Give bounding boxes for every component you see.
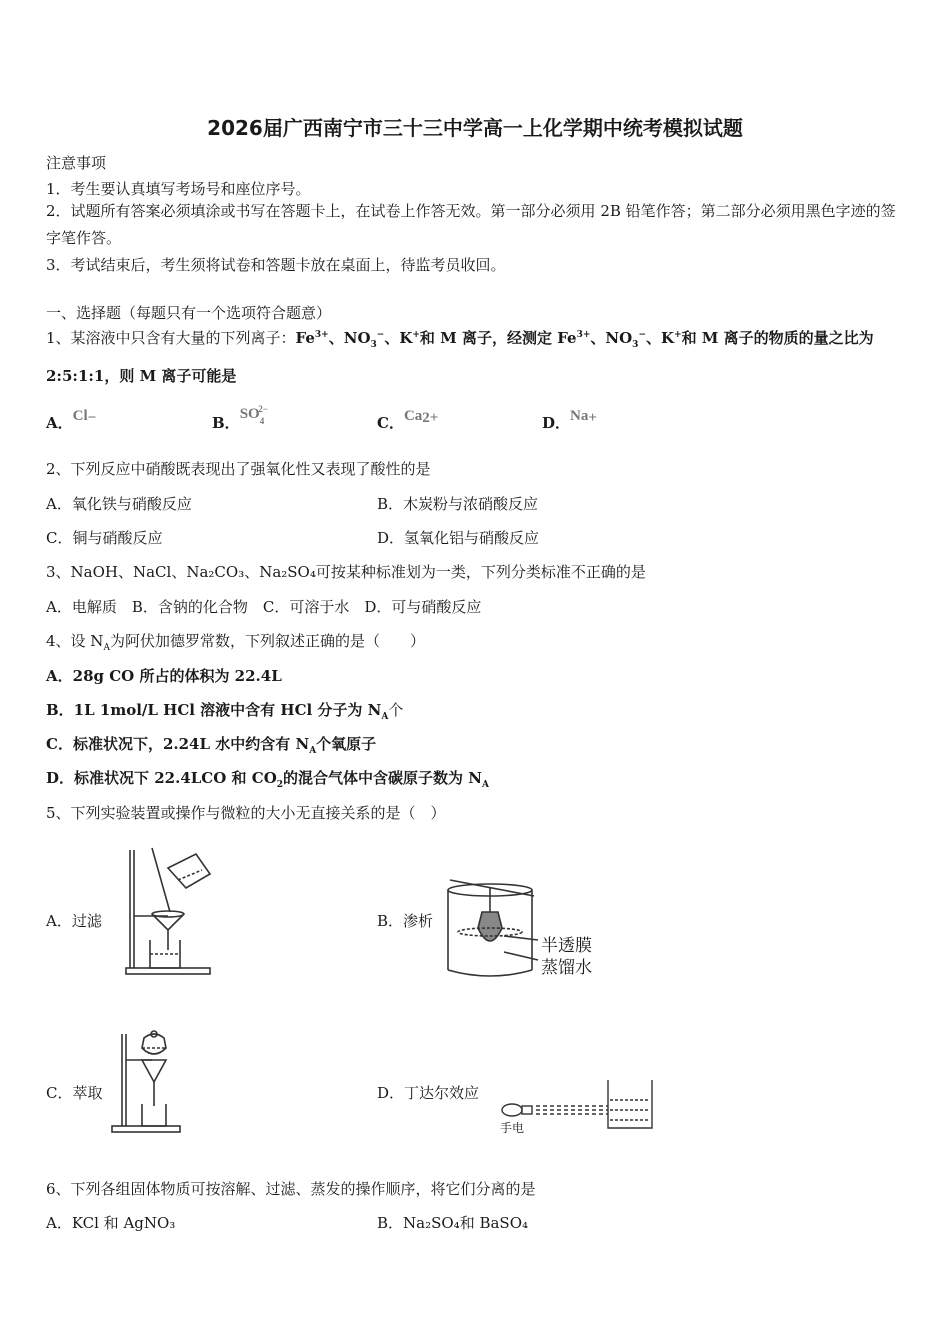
q5-option-a[interactable]: A．过滤 xyxy=(46,912,102,930)
q2-option-d[interactable]: D．氢氧化铝与硝酸反应 xyxy=(377,529,540,547)
q4-option-d[interactable]: D．标准状况下 22.4LCO 和 $CO_2$的混合气体中含碳原子数为 $N_A$ xyxy=(46,769,489,790)
page-title: 2026届广西南宁市三十三中学高一上化学期中统考模拟试题 xyxy=(207,116,743,140)
q5-option-d[interactable]: D．丁达尔效应 xyxy=(377,1084,480,1102)
question-4-stem: 4、设 $N_A$为阿伏加德罗常数，下列叙述正确的是（ ） xyxy=(46,632,425,653)
q6-option-b[interactable]: B．Na₂SO₄和 BaSO₄ xyxy=(377,1214,529,1232)
dialysis-apparatus-icon xyxy=(442,878,542,980)
q5-option-c[interactable]: C．萃取 xyxy=(46,1084,103,1102)
q2-option-c[interactable]: C．铜与硝酸反应 xyxy=(46,529,163,547)
q1-option-b[interactable]: B．$SO^{42-}$ xyxy=(212,404,268,432)
q4-option-b[interactable]: B．1L 1mol/L HCl 溶液中含有 HCl 分子为 $N_A$个 xyxy=(46,701,404,722)
question-6-stem: 6、下列各组固体物质可按溶解、过滤、蒸发的操作顺序，将它们分离的是 xyxy=(46,1180,536,1198)
notice-item-2: 2．试题所有答案必须填涂或书写在答题卡上，在试卷上作答无效。第一部分必须用 2B 铅笔作答；第二部分必须用黑色字迹的签字笔作答。 xyxy=(46,202,896,247)
q3-options[interactable]: A．电解质 B．含钠的化合物 C．可溶于水 D．可与硝酸反应 xyxy=(46,598,482,616)
question-1-line-2: 2:5:1:1，则 M 离子可能是 xyxy=(46,367,237,385)
q1-option-a[interactable]: A．Cl− xyxy=(46,408,97,432)
filtration-apparatus-icon xyxy=(118,842,218,978)
notice-item-3: 3．考试结束后，考生须将试卷和答题卡放在桌面上，待监考员收回。 xyxy=(46,256,506,274)
membrane-label: 半透膜 xyxy=(541,936,592,956)
distilled-water-label: 蒸馏水 xyxy=(541,958,592,978)
q5-option-b[interactable]: B．渗析 xyxy=(377,912,434,930)
notice-heading: 注意事项 xyxy=(46,154,107,172)
q1-option-c[interactable]: C．$Ca^{2+}$ xyxy=(377,408,439,432)
question-1-line-1: 1、某溶液中只含有大量的下列离子：$Fe^{3+}$、$NO_3^-$、K+和 M 离子，经测定 $Fe^{3+}$、$NO_3^-$、K+和 M 离子的物质的量之比为 xyxy=(46,329,874,350)
q6-option-a[interactable]: A．KCl 和 AgNO₃ xyxy=(46,1214,176,1232)
section-heading: 一、选择题（每题只有一个选项符合题意） xyxy=(46,304,332,322)
question-2-stem: 2、下列反应中硝酸既表现出了强氧化性又表现了酸性的是 xyxy=(46,460,431,478)
q2-option-a[interactable]: A．氧化铁与硝酸反应 xyxy=(46,495,192,513)
q4-option-c[interactable]: C．标准状况下，2.24L 水中约含有 $N_A$个氧原子 xyxy=(46,735,377,756)
question-5-stem: 5、下列实验装置或操作与微粒的大小无直接关系的是（ ） xyxy=(46,804,446,822)
notice-item-1: 1．考生要认真填写考场号和座位序号。 xyxy=(46,180,311,198)
q2-option-b[interactable]: B．木炭粉与浓硝酸反应 xyxy=(377,495,539,513)
flashlight-label: 手电 xyxy=(500,1121,525,1135)
extraction-apparatus-icon xyxy=(108,1026,184,1134)
q4-option-a[interactable]: A．28g CO 所占的体积为 22.4L xyxy=(46,667,282,685)
question-3-stem: 3、NaOH、NaCl、Na₂CO₃、Na₂SO₄可按某种标准划为一类，下列分类标准不正确的是 xyxy=(46,563,646,581)
q1-option-d[interactable]: D．Na+ xyxy=(542,408,597,432)
